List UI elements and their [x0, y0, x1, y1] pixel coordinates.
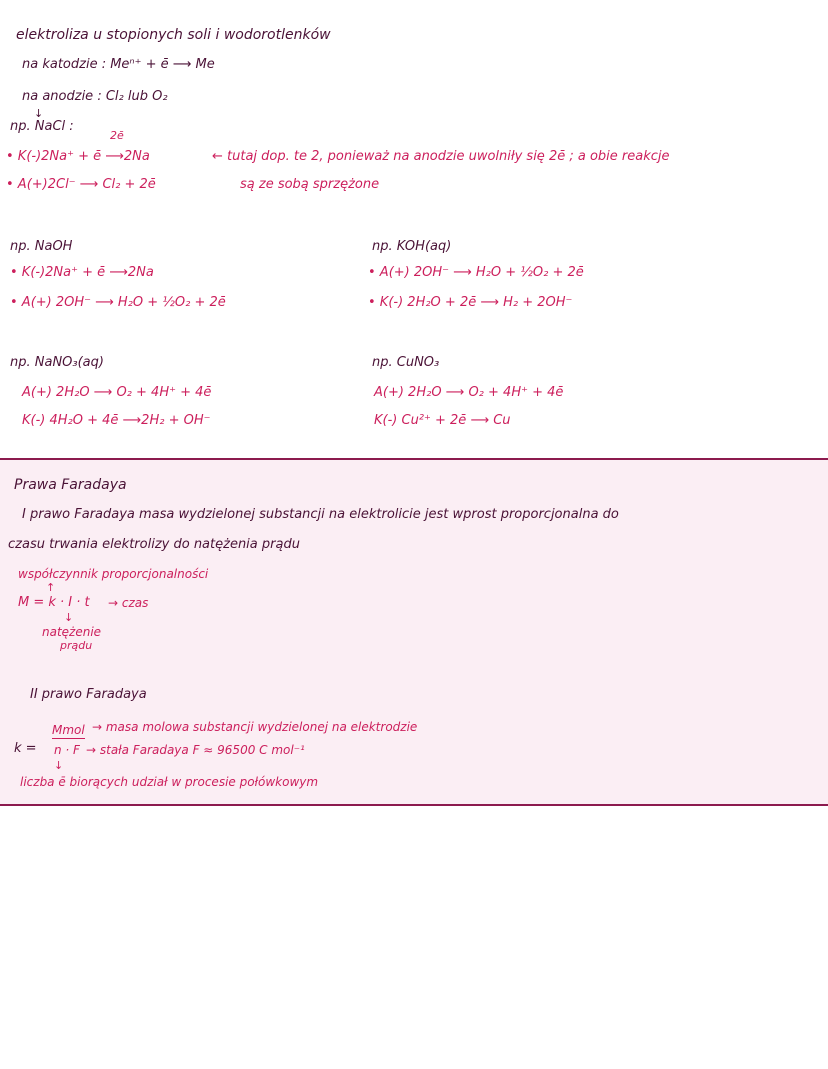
fraction-numerator: Mmol	[52, 723, 85, 737]
nacl-note-line1: ← tutaj dop. te 2, ponieważ na anodzie uwolniły się 2ē ; a obie reakcje	[212, 149, 670, 164]
anode-rule: na anodzie : Cl₂ lub O₂	[22, 89, 168, 104]
coefficient-label: współczynnik proporcjonalności	[18, 567, 209, 581]
nacl-cathode-eq: • K(-)2Na⁺ + ē ⟶2Na	[6, 149, 150, 164]
nacl-anode-eq: • A(+)2Cl⁻ ⟶ Cl₂ + 2ē	[6, 177, 156, 192]
title-electrolysis: elektroliza u stopionych soli i wodorotlenków	[16, 27, 331, 43]
time-note: → czas	[108, 596, 149, 610]
n-note: liczba ē biorących udział w procesie połówkowym	[20, 775, 319, 789]
naoh-cathode-eq: • K(-)2Na⁺ + ē ⟶2Na	[10, 265, 154, 280]
nano3-anode-eq: A(+) 2H₂O ⟶ O₂ + 4H⁺ + 4ē	[22, 385, 212, 400]
nacl-label: np. NaCl :	[10, 119, 74, 134]
second-law-title: II prawo Faradaya	[30, 687, 147, 702]
down-arrow-icon: ↓	[34, 107, 44, 120]
naoh-anode-eq: • A(+) 2OH⁻ ⟶ H₂O + ½O₂ + 2ē	[10, 295, 226, 310]
koh-cathode-eq: • K(-) 2H₂O + 2ē ⟶ H₂ + 2OH⁻	[368, 295, 573, 310]
nacl-above-2e: 2ē	[110, 129, 124, 142]
faraday-title: Prawa Faradaya	[14, 477, 127, 493]
denominator-note: → stała Faradaya F ≈ 96500 C mol⁻¹	[86, 743, 305, 757]
numerator-note: → masa molowa substancji wydzielonej na elektrodzie	[92, 720, 418, 734]
nano3-cathode-eq: K(-) 4H₂O + 4ē ⟶2H₂ + OH⁻	[22, 413, 211, 428]
naoh-label: np. NaOH	[10, 239, 73, 254]
cuno3-anode-eq: A(+) 2H₂O ⟶ O₂ + 4H⁺ + 4ē	[374, 385, 564, 400]
koh-anode-eq: • A(+) 2OH⁻ ⟶ H₂O + ½O₂ + 2ē	[368, 265, 584, 280]
down-arrow-icon-current: ↓	[64, 611, 74, 624]
nano3-label: np. NaNO₃(aq)	[10, 355, 104, 370]
koh-label: np. KOH(aq)	[372, 239, 452, 254]
fraction-denominator: n · F	[54, 743, 80, 757]
cuno3-label: np. CuNO₃	[372, 355, 440, 370]
up-arrow-icon: ↑	[46, 581, 56, 594]
current-label-1: natężenie	[42, 625, 102, 639]
current-label-2: prądu	[60, 639, 93, 652]
cuno3-cathode-eq: K(-) Cu²⁺ + 2ē ⟶ Cu	[374, 413, 511, 428]
first-law-line2: czasu trwania elektrolizy do natężenia prądu	[8, 537, 300, 552]
k-equals: k =	[14, 741, 37, 756]
nacl-note-line2: są ze sobą sprzężone	[240, 177, 380, 192]
cathode-rule: na katodzie : Meⁿ⁺ + ē ⟶ Me	[22, 57, 215, 72]
down-arrow-icon-n: ↓	[54, 759, 64, 772]
first-law-line1: I prawo Faradaya masa wydzielonej substancji na elektrolicie jest wprost proporcjonalna do	[22, 507, 619, 522]
first-law-formula: M = k · I · t	[18, 595, 90, 610]
